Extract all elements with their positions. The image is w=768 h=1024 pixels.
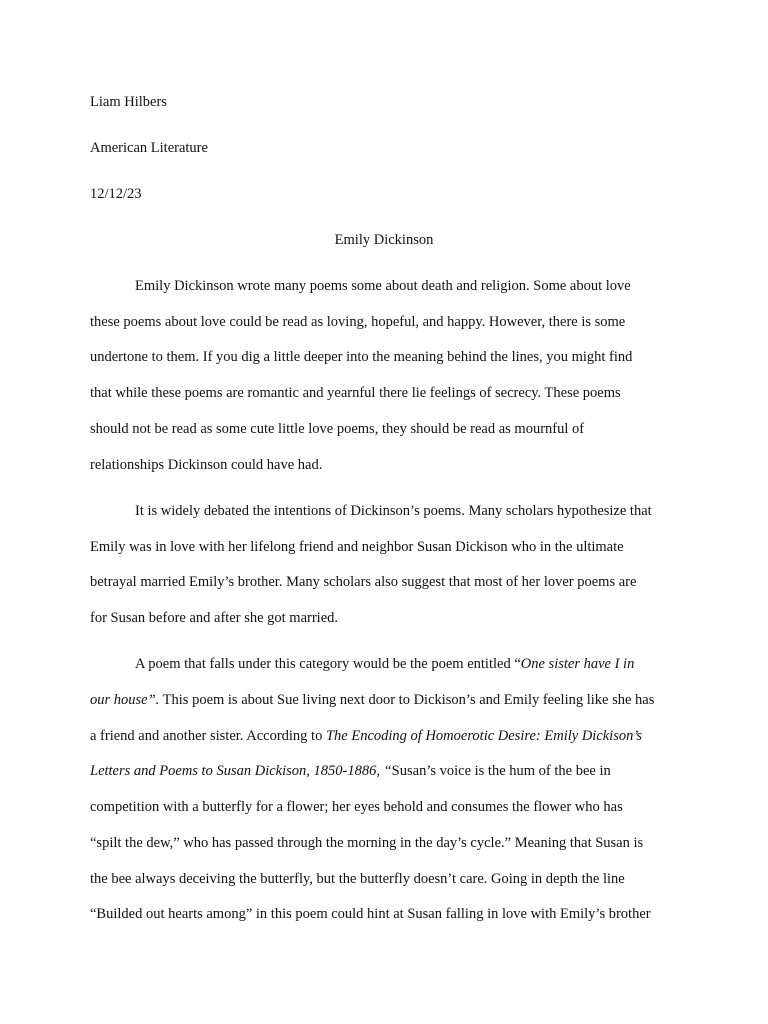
paragraph-3-line <box>90 691 654 709</box>
paragraph-3-text: Susan’s voice is the hum of the bee in <box>391 763 611 779</box>
paragraph-2-line: for Susan before and after she got married. <box>90 610 339 626</box>
paragraph-3-line: “Builded out hearts among” in this poem could hint at Susan falling in love with Emily’s brother <box>90 906 651 922</box>
paragraph-1-line: relationships Dickinson could have had. <box>90 457 323 473</box>
paragraph-3-line <box>90 727 642 745</box>
paragraph-2-line: Emily was in love with her lifelong friend and neighbor Susan Dickison who in the ultimate <box>90 539 624 555</box>
paragraph-3-text: a friend and another sister. According to <box>90 728 326 744</box>
paragraph-3-line: “spilt the dew,” who has passed through the morning in the day’s cycle.” Meaning that Susan is <box>90 835 644 851</box>
paragraph-1-line: these poems about love could be read as loving, hopeful, and happy. However, there is some <box>90 314 626 330</box>
document-title: Emily Dickinson <box>334 232 434 248</box>
paragraph-3-text: A poem that falls under this category would be the poem entitled “ <box>135 656 521 672</box>
paragraph-2-line: betrayal married Emily’s brother. Many scholars also suggest that most of her lover poems are <box>90 574 637 590</box>
paragraph-3-text: This poem is about Sue living next door to Dickison’s and Emily feeling like she has <box>159 692 655 708</box>
paragraph-3-line: the bee always deceiving the butterfly, but the butterfly doesn’t care. Going in depth the line <box>90 871 625 887</box>
course-name: American Literature <box>90 140 208 156</box>
paragraph-1-line: that while these poems are romantic and yearnful there lie feelings of secrecy. These poems <box>90 385 621 401</box>
source-title-italic: The Encoding of Homoerotic Desire: Emily Dickison’s <box>325 728 642 744</box>
source-title-italic: Letters and Poems to Susan Dickison, 1850-1886, “ <box>90 763 392 779</box>
paragraph-1-line: undertone to them. If you dig a little deeper into the meaning behind the lines, you might find <box>90 349 633 365</box>
paragraph-1-line: Emily Dickinson wrote many poems some about death and religion. Some about love <box>135 278 631 294</box>
document-date: 12/12/23 <box>90 186 142 202</box>
paragraph-1-line: should not be read as some cute little love poems, they should be read as mournful of <box>90 421 585 437</box>
poem-title-italic: One sister have I in <box>520 656 635 672</box>
paragraph-3-line <box>90 762 611 780</box>
paragraph-3-line: competition with a butterfly for a flower; her eyes behold and consumes the flower who has <box>90 799 623 815</box>
author-name: Liam Hilbers <box>90 94 167 110</box>
poem-title-italic: our house”. <box>90 692 160 708</box>
paragraph-2-line: It is widely debated the intentions of Dickinson’s poems. Many scholars hypothesize that <box>135 503 652 519</box>
paragraph-3-line <box>135 655 634 673</box>
